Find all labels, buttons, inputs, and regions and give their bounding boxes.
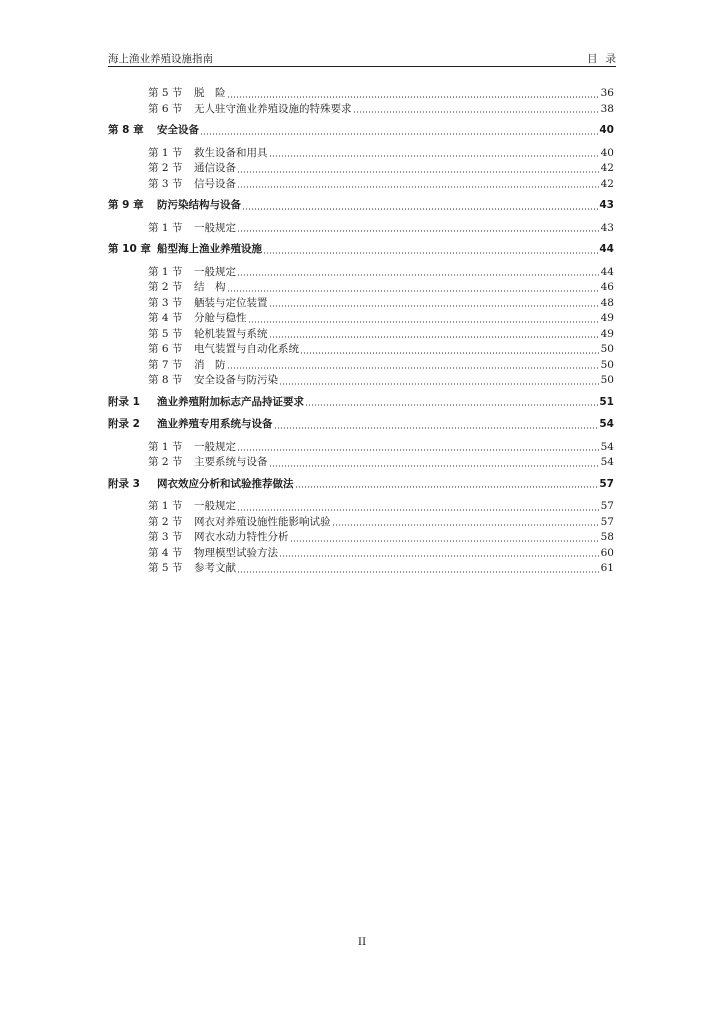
toc-entry-number: 第 3 节: [148, 531, 183, 543]
toc-entry-number: 第 2 节: [148, 515, 183, 528]
toc-entry-number: 第 5 节: [148, 327, 183, 340]
toc-chapter-entry[interactable]: [108, 477, 614, 493]
toc-section-entry[interactable]: [108, 499, 614, 515]
toc-chapter-entry[interactable]: [108, 198, 614, 214]
dot-leader: [353, 108, 600, 114]
toc-entry-page: 50: [600, 358, 614, 371]
dot-leader: [274, 424, 599, 430]
toc-entry-title: 分舱与稳性: [194, 312, 247, 324]
toc-entry-page: 57: [599, 477, 614, 490]
toc-entry-number: 第 3 节: [148, 177, 183, 190]
toc-entry-title: 安全设备: [157, 124, 199, 136]
toc-entry-title: 一般规定: [194, 265, 236, 278]
toc-entry-page: 38: [600, 102, 614, 115]
toc-entry-page: 50: [600, 374, 614, 386]
toc-section-entry[interactable]: [108, 358, 614, 374]
dot-leader: [269, 462, 600, 468]
toc-entry-title: 脱 险: [194, 87, 226, 99]
toc-section-entry[interactable]: [108, 280, 614, 296]
toc-entry-title: 渔业养殖附加标志产品持证要求: [157, 395, 304, 408]
dot-leader: [300, 349, 599, 355]
toc-entry-number: 第 3 节: [148, 296, 183, 309]
toc-section-entry[interactable]: [108, 515, 614, 531]
toc-entry-number: 第 4 节: [148, 312, 183, 324]
toc-entry-number: 第 1 节: [148, 440, 183, 453]
header-divider: [108, 66, 616, 67]
dot-leader: [242, 205, 598, 211]
toc-entry-title: 一般规定: [194, 221, 236, 234]
toc-entry-title: 网衣效应分析和试验推荐做法: [157, 477, 294, 490]
toc-entry-title: 舾装与定位装置: [194, 296, 268, 309]
toc-entry-page: 60: [600, 546, 614, 559]
toc-entry-title: 结 构: [194, 281, 226, 293]
dot-leader: [269, 302, 600, 308]
toc-entry-number: 第 4 节: [148, 546, 183, 559]
toc-section-entry[interactable]: [108, 221, 614, 237]
toc-entry-page: 54: [599, 418, 614, 430]
toc-chapter-entry[interactable]: [108, 417, 614, 433]
toc-entry-title: 物理模型试验方法: [194, 546, 278, 559]
toc-entry-page: 36: [600, 87, 614, 99]
toc-entry-page: 46: [600, 281, 614, 293]
dot-leader: [237, 271, 599, 277]
document-title: 海上渔业养殖设施指南: [108, 53, 213, 65]
toc-entry-title: 防污染结构与设备: [157, 199, 241, 211]
toc-entry-page: 43: [599, 199, 614, 211]
toc-entry-title: 信号设备: [194, 177, 236, 190]
toc-chapter-entry[interactable]: [108, 123, 614, 139]
toc-entry-page: 51: [599, 395, 614, 408]
toc-entry-number: 第 1 节: [148, 265, 183, 278]
dot-leader: [237, 183, 599, 189]
toc-entry-number: 第 9 章: [108, 199, 144, 211]
dot-leader: [269, 152, 600, 158]
toc-entry-page: 57: [600, 500, 614, 512]
toc-section-entry[interactable]: [108, 561, 614, 577]
dot-leader: [279, 380, 599, 386]
table-of-contents: [108, 86, 614, 577]
toc-entry-page: 50: [600, 343, 614, 355]
dot-leader: [227, 93, 600, 99]
toc-entry-title: 一般规定: [194, 500, 236, 512]
toc-section-entry[interactable]: [108, 161, 614, 177]
toc-entry-number: 第 8 节: [148, 374, 183, 386]
dot-leader: [237, 446, 599, 452]
toc-entry-title: 轮机装置与系统: [194, 327, 268, 340]
toc-section-entry[interactable]: [108, 546, 614, 562]
toc-entry-title: 一般规定: [194, 440, 236, 453]
toc-section-entry[interactable]: [108, 86, 614, 102]
toc-entry-page: 49: [600, 327, 614, 340]
toc-entry-page: 43: [600, 221, 614, 234]
toc-entry-number: 第 1 节: [148, 221, 183, 234]
toc-entry-title: 救生设备和用具: [194, 146, 268, 159]
toc-entry-page: 57: [600, 515, 614, 528]
toc-entry-title: 安全设备与防污染: [194, 374, 278, 386]
dot-leader: [200, 130, 598, 136]
toc-entry-title: 无人驻守渔业养殖设施的特殊要求: [194, 102, 352, 115]
toc-section-entry[interactable]: [108, 102, 614, 118]
toc-entry-page: 42: [600, 162, 614, 174]
toc-section-entry[interactable]: [108, 342, 614, 358]
dot-leader: [227, 287, 600, 293]
toc-entry-title: 主要系统与设备: [194, 456, 268, 468]
toc-section-entry[interactable]: [108, 311, 614, 327]
toc-entry-number: 第 8 章: [108, 124, 144, 136]
toc-section-entry[interactable]: [108, 530, 614, 546]
page-number: II: [357, 936, 367, 948]
dot-leader: [237, 227, 599, 233]
toc-entry-number: 第 10 章: [108, 243, 151, 255]
toc-entry-title: 船型海上渔业养殖设施: [157, 243, 262, 255]
toc-entry-page: 44: [600, 265, 614, 278]
toc-entry-number: 第 6 节: [148, 343, 183, 355]
toc-section-entry[interactable]: [108, 146, 614, 162]
toc-entry-number: 第 2 节: [148, 281, 183, 293]
toc-entry-number: 第 6 节: [148, 102, 183, 115]
toc-entry-page: 48: [600, 296, 614, 309]
toc-entry-page: 54: [600, 440, 614, 453]
dot-leader: [237, 168, 599, 174]
dot-leader: [295, 483, 599, 489]
toc-entry-page: 61: [600, 562, 614, 574]
toc-entry-number: 附录 1: [108, 395, 140, 408]
toc-entry-title: 消 防: [194, 358, 226, 371]
dot-leader: [279, 552, 599, 558]
dot-leader: [332, 521, 600, 527]
toc-entry-number: 附录 3: [108, 477, 140, 490]
toc-entry-page: 42: [600, 177, 614, 190]
dot-leader: [227, 364, 600, 370]
dot-leader: [305, 401, 598, 407]
toc-entry-title: 电气装置与自动化系统: [194, 343, 299, 355]
toc-entry-page: 54: [600, 456, 614, 468]
toc-entry-number: 第 5 节: [148, 562, 183, 574]
toc-entry-page: 44: [599, 243, 614, 255]
toc-entry-title: 参考文献: [194, 562, 236, 574]
dot-leader: [269, 333, 600, 339]
toc-entry-number: 第 1 节: [148, 500, 183, 512]
dot-leader: [237, 506, 599, 512]
toc-section-entry[interactable]: [108, 296, 614, 312]
toc-entry-title: 网衣对养殖设施性能影响试验: [194, 515, 331, 528]
toc-chapter-entry[interactable]: [108, 242, 614, 258]
toc-entry-page: 58: [600, 531, 614, 543]
toc-entry-title: 通信设备: [194, 162, 236, 174]
toc-entry-number: 第 5 节: [148, 87, 183, 99]
toc-entry-title: 网衣水动力特性分析: [194, 531, 289, 543]
dot-leader: [237, 568, 599, 574]
toc-section-entry[interactable]: [108, 177, 614, 193]
toc-chapter-entry[interactable]: [108, 395, 614, 411]
toc-entry-number: 附录 2: [108, 418, 140, 430]
toc-entry-title: 渔业养殖专用系统与设备: [157, 418, 273, 430]
toc-section-entry[interactable]: [108, 440, 614, 456]
section-name: 目录: [587, 53, 624, 65]
toc-entry-number: 第 2 节: [148, 162, 183, 174]
dot-leader: [290, 537, 600, 543]
toc-entry-page: 49: [600, 312, 614, 324]
toc-section-entry[interactable]: [108, 455, 614, 471]
toc-section-entry[interactable]: [108, 327, 614, 343]
toc-section-entry[interactable]: [108, 265, 614, 281]
dot-leader: [248, 318, 600, 324]
dot-leader: [263, 249, 598, 255]
toc-entry-number: 第 1 节: [148, 146, 183, 159]
toc-entry-page: 40: [599, 124, 614, 136]
toc-entry-number: 第 7 节: [148, 358, 183, 371]
toc-entry-number: 第 2 节: [148, 456, 183, 468]
toc-entry-page: 40: [600, 146, 614, 159]
toc-section-entry[interactable]: [108, 373, 614, 389]
